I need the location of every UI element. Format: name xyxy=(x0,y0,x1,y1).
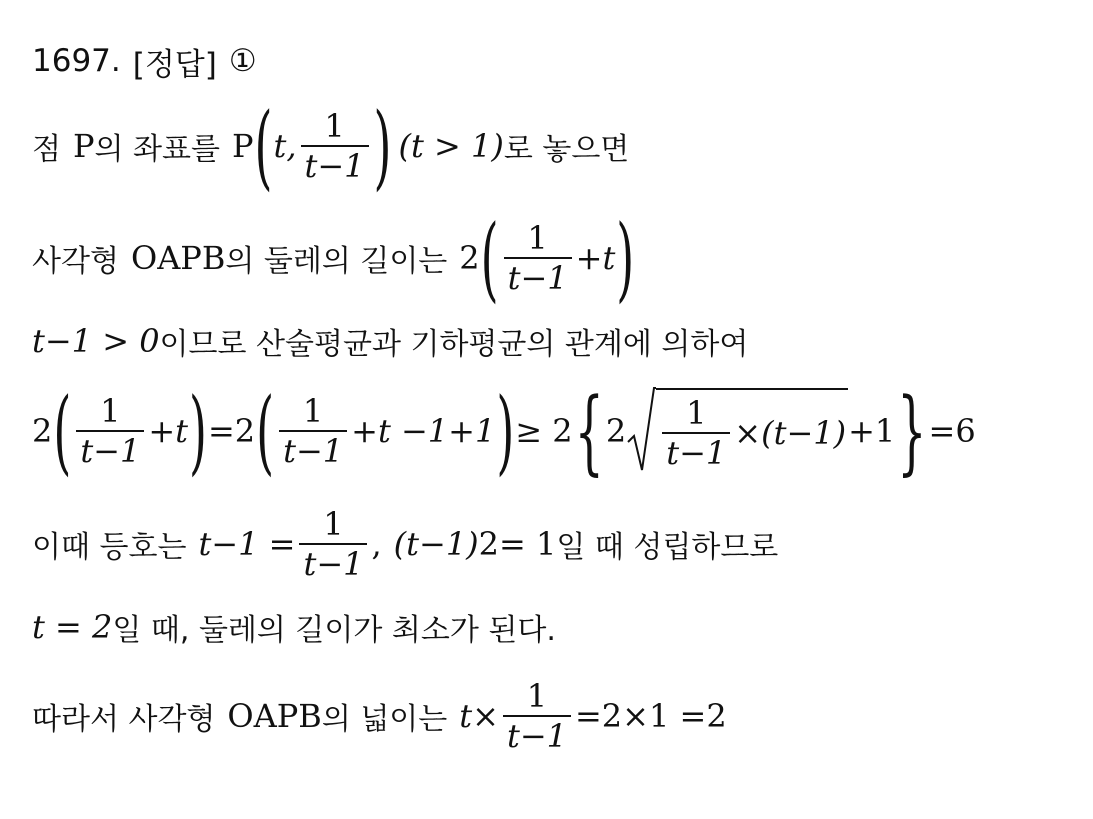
coef-1: 2 xyxy=(32,412,53,450)
perimeter-line xyxy=(32,204,635,312)
right-paren: ) xyxy=(616,204,635,312)
fraction xyxy=(503,677,571,755)
fraction-1 xyxy=(76,392,144,470)
minimum-line xyxy=(32,604,556,650)
square-exponent: 2 xyxy=(478,525,500,563)
coefficient: 2 xyxy=(459,239,480,277)
point-label-2: P xyxy=(231,127,254,165)
result: =2×1 =2 xyxy=(574,697,727,735)
text-lead: 사각형 xyxy=(32,244,119,279)
plus-t: +t xyxy=(575,239,616,277)
numerator: 1 xyxy=(324,107,345,145)
fraction-3 xyxy=(662,394,730,472)
am-gm-line xyxy=(32,318,748,364)
denominator: t−1 xyxy=(80,432,141,470)
coordinate-line xyxy=(32,92,630,200)
text-tail: 로 놓으면 xyxy=(503,132,630,167)
denominator: t−1 xyxy=(283,432,344,470)
numerator: 1 xyxy=(527,219,548,257)
inequality: t−1 > 0 xyxy=(32,322,160,360)
numerator: 1 xyxy=(526,677,548,715)
plus-one: +1 xyxy=(848,412,896,450)
plus-t-minus-plus: +t −1+1 xyxy=(351,412,496,450)
left-paren: ( xyxy=(480,204,499,312)
denominator: t−1 xyxy=(506,717,567,755)
ge-2: ≥ 2 xyxy=(515,412,573,450)
left-paren: ( xyxy=(254,92,273,200)
text: 일 때, 둘레의 길이가 최소가 된다. xyxy=(112,613,556,648)
result: =6 xyxy=(928,412,976,450)
equals-2: =2 xyxy=(207,412,256,450)
numerator: 1 xyxy=(323,505,344,543)
problem-header xyxy=(32,36,257,86)
problem-number: 1697. xyxy=(32,43,121,79)
t-times: t× xyxy=(459,697,499,735)
t-equals-2: t = 2 xyxy=(32,608,113,646)
comma: , xyxy=(371,525,382,563)
text-mid: 의 좌표를 xyxy=(94,132,220,167)
fraction xyxy=(504,219,572,297)
answer-label: [정답] xyxy=(132,46,217,83)
two: 2 xyxy=(605,412,627,450)
area-line xyxy=(32,668,727,764)
fraction xyxy=(301,107,369,185)
condition: (t > 1) xyxy=(398,127,504,165)
denominator: t−1 xyxy=(303,545,364,583)
text-mid: 의 넓이는 xyxy=(321,702,448,737)
coord-t: t, xyxy=(273,127,297,165)
numerator: 1 xyxy=(100,392,121,430)
left-paren-2: ( xyxy=(256,377,275,485)
denominator: t−1 xyxy=(507,259,568,297)
text-tail: 일 때 성립하므로 xyxy=(556,530,779,565)
denominator: t−1 xyxy=(304,147,365,185)
square-base: (t−1) xyxy=(393,525,479,563)
right-brace: } xyxy=(897,377,927,485)
answer-choice: ① xyxy=(228,43,257,79)
numerator: 1 xyxy=(686,394,707,432)
numerator: 1 xyxy=(302,392,324,430)
right-paren: ) xyxy=(189,377,207,485)
text-lead: 점 xyxy=(32,132,61,167)
fraction xyxy=(299,505,367,583)
radical-sign-icon xyxy=(626,386,656,476)
radicand xyxy=(656,388,848,476)
left-paren: ( xyxy=(53,377,72,485)
point-label: P xyxy=(72,127,95,165)
denominator: t−1 xyxy=(666,434,727,472)
right-paren: ) xyxy=(373,92,392,200)
fraction-2 xyxy=(279,392,347,470)
square-rest: = 1 xyxy=(499,525,557,563)
equality-condition-line xyxy=(32,498,778,590)
shape-name: OAPB xyxy=(130,239,226,277)
text-mid: 의 둘레의 길이는 xyxy=(225,244,448,279)
square-root xyxy=(626,386,848,476)
derivation-line xyxy=(32,376,976,486)
right-paren-2: ) xyxy=(496,377,515,485)
plus-t: +t xyxy=(148,412,189,450)
lhs: t−1 = xyxy=(198,525,296,563)
left-brace: { xyxy=(574,377,604,485)
times-expr: ×(t−1) xyxy=(734,414,847,452)
text-lead: 이때 등호는 xyxy=(32,530,187,565)
text: 이므로 산술평균과 기하평균의 관계에 의하여 xyxy=(159,327,749,362)
shape-name: OAPB xyxy=(227,697,322,735)
text-lead: 따라서 사각형 xyxy=(32,702,216,737)
